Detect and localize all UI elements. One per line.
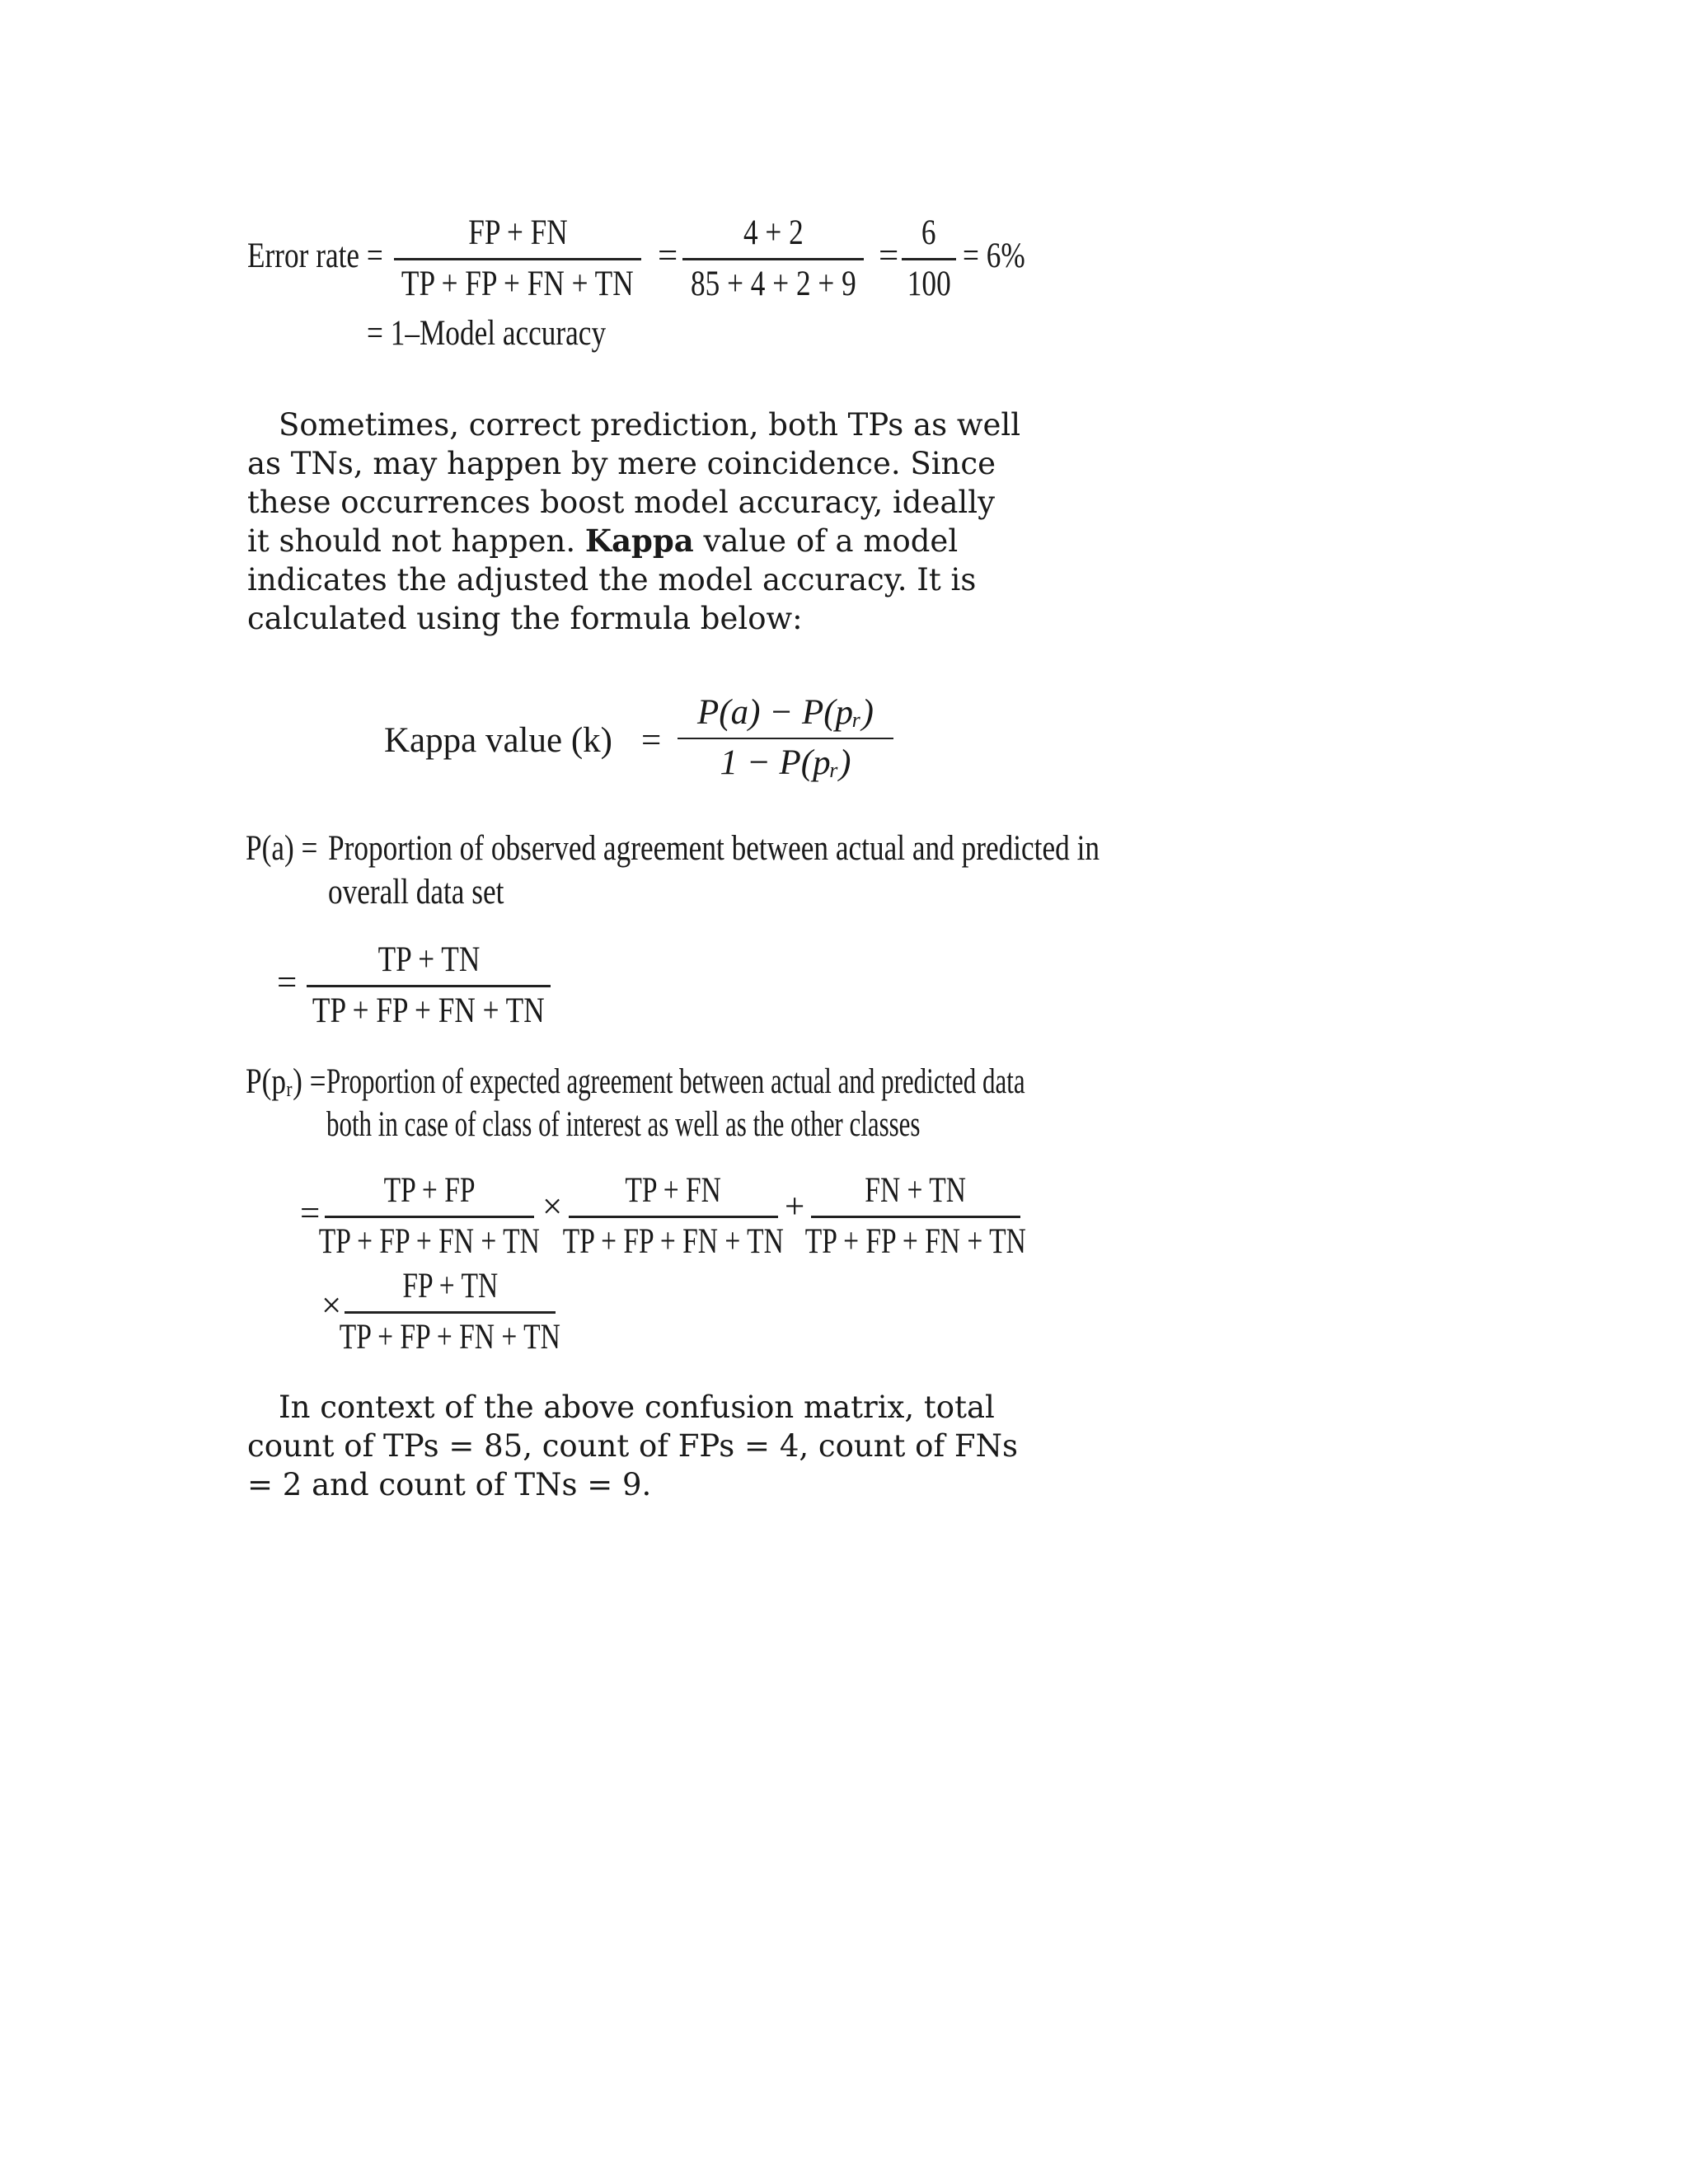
fraction-bar: [394, 258, 641, 260]
fraction-denominator: 85 + 4 + 2 + 9: [690, 265, 856, 303]
kappa-fraction: [678, 692, 893, 783]
error-rate-fraction-3: [902, 213, 956, 304]
fraction-bar: [811, 1216, 1020, 1218]
fraction-numerator: FP + FN: [467, 213, 568, 252]
fraction-bar: [682, 258, 864, 260]
fraction-denominator: TP + FP + FN + TN: [339, 1318, 561, 1357]
error-rate-fraction-2: [682, 213, 864, 304]
ppr-term-3: [804, 1170, 1027, 1262]
fraction-denominator: 1 − P(pᵣ): [720, 743, 851, 782]
ppr-term-2: [562, 1170, 785, 1262]
times-sign: ×: [321, 1286, 342, 1325]
fraction-bar: [325, 1216, 534, 1218]
error-rate-line-2: = 1–Model accuracy: [367, 314, 607, 353]
fraction-numerator: 6: [921, 213, 936, 252]
fraction-denominator: TP + FP + FN + TN: [804, 1222, 1027, 1261]
ppr-definition-line-2: both in case of class of interest as well as the other classes: [326, 1105, 921, 1144]
equals-sign: =: [658, 237, 678, 275]
error-rate-result: = 6%: [963, 237, 1025, 275]
fraction-bar: [902, 258, 956, 260]
equals-sign: =: [641, 721, 662, 760]
paragraph-text: Sometimes, correct prediction, both TPs as well as TNs, may happen by mere coincidence. Since these occurrences boost model accuracy, ideally it should not happen.: [247, 407, 1021, 559]
fraction-numerator: TP + FN: [625, 1171, 722, 1210]
fraction-denominator: TP + FP + FN + TN: [401, 265, 634, 303]
plus-sign: +: [785, 1188, 805, 1226]
fraction-bar: [345, 1311, 556, 1314]
equals-sign: =: [879, 237, 899, 275]
pa-fraction: [307, 940, 551, 1031]
fraction-numerator: 4 + 2: [743, 213, 804, 252]
kappa-bold-term: Kappa: [584, 523, 694, 559]
fraction-bar: [569, 1216, 778, 1218]
fraction-denominator: TP + FP + FN + TN: [312, 991, 545, 1030]
ppr-term-1: [318, 1170, 541, 1262]
error-rate-label: Error rate =: [247, 237, 383, 275]
equals-sign: =: [277, 963, 298, 1002]
pa-definition-line-1: Proportion of observed agreement between actual and predicted in: [328, 829, 1100, 868]
ppr-label: P(pᵣ) =: [246, 1062, 326, 1101]
fraction-denominator: TP + FP + FN + TN: [318, 1222, 541, 1261]
equals-sign: =: [300, 1194, 321, 1233]
pa-label: P(a) =: [246, 829, 318, 868]
ppr-definition-line-1: Proportion of expected agreement between actual and predicted data: [326, 1062, 1025, 1101]
fraction-numerator: TP + TN: [377, 940, 480, 979]
pa-definition-line-2: overall data set: [328, 873, 504, 912]
fraction-denominator: 100: [907, 265, 951, 303]
paragraph-kappa-intro: [247, 405, 1022, 638]
fraction-numerator: TP + FP: [383, 1171, 476, 1210]
fraction-denominator: TP + FP + FN + TN: [562, 1222, 785, 1261]
ppr-term-4: [339, 1266, 561, 1357]
fraction-bar: [678, 738, 893, 739]
times-sign: ×: [542, 1188, 563, 1226]
fraction-bar: [307, 985, 551, 987]
fraction-numerator: FN + TN: [865, 1171, 967, 1210]
paragraph-text: In context of the above confusion matrix, total count of TPs = 85, count of FPs = 4, count of FNs = 2 and count of TNs = 9.: [247, 1390, 1018, 1502]
paragraph-text: value of a model indicates the adjusted the model accuracy. It is calculated using the formula below:: [247, 523, 977, 636]
paragraph-confusion-counts: [247, 1388, 1022, 1504]
error-rate-fraction-1: [394, 213, 641, 304]
fraction-numerator: P(a) − P(pᵣ): [697, 693, 874, 732]
kappa-label: Kappa value (k): [384, 721, 612, 760]
fraction-numerator: FP + TN: [402, 1267, 498, 1305]
